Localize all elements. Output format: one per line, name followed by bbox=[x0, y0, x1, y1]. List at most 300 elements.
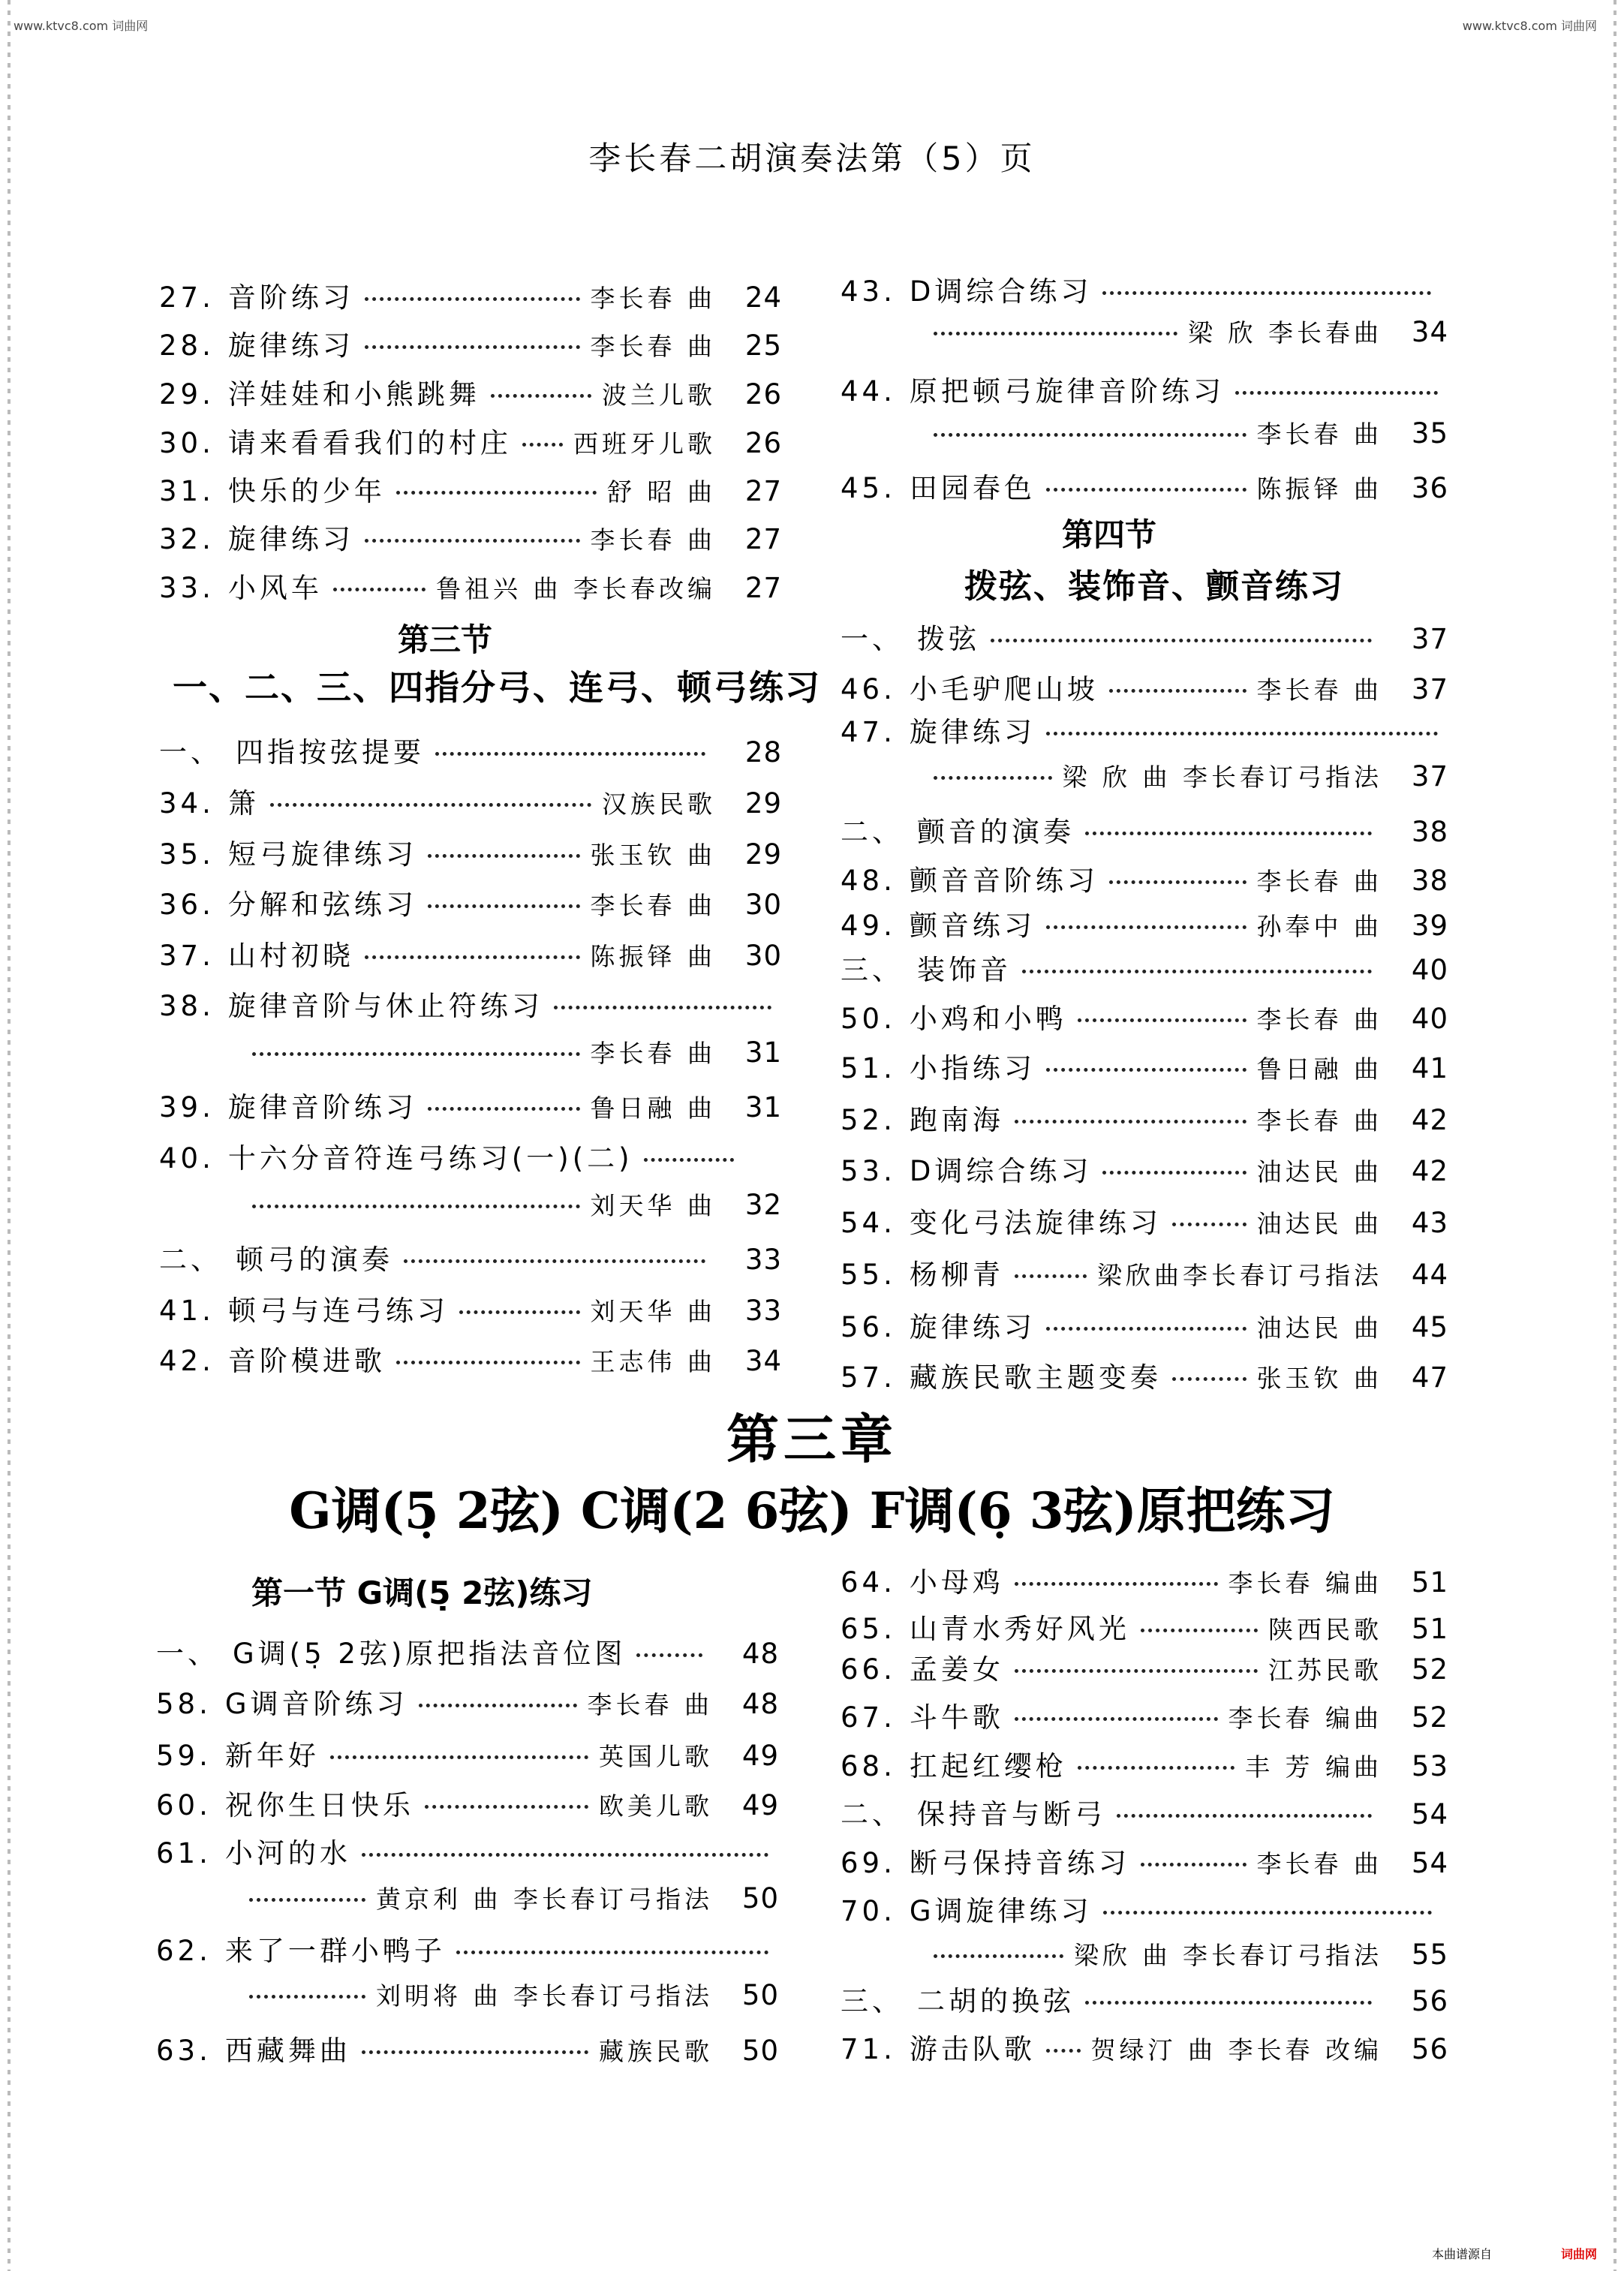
toc-entry bbox=[841, 269, 1448, 309]
entry-title: 田园春色 bbox=[909, 472, 1036, 504]
entry-page: 37 bbox=[1411, 760, 1448, 793]
toc-entry bbox=[159, 1034, 782, 1069]
entry-page: 27 bbox=[744, 475, 782, 507]
entry-number: 二、 bbox=[841, 816, 904, 848]
entry-number: 71. bbox=[841, 2033, 896, 2065]
dot-leader bbox=[1015, 1274, 1087, 1278]
entry-title: 装饰音 bbox=[917, 954, 1012, 986]
toc-entry bbox=[841, 1647, 1448, 1687]
entry-title: 旋律音阶练习 bbox=[227, 1091, 417, 1123]
entry-number: 40. bbox=[159, 1142, 215, 1175]
entry-title: 洋娃娃和小熊跳舞 bbox=[227, 378, 480, 411]
entry-number: 55. bbox=[841, 1259, 896, 1291]
entry-number: 32. bbox=[159, 523, 215, 555]
entry-page: 25 bbox=[744, 329, 782, 362]
entry-page: 42 bbox=[1411, 1104, 1448, 1136]
entry-title: 短弓旋律练习 bbox=[227, 838, 417, 871]
entry-title: 来了一群小鸭子 bbox=[224, 1935, 446, 1967]
dot-leader bbox=[1015, 1582, 1218, 1586]
entry-credit: 孙奉中 曲 bbox=[1256, 912, 1382, 941]
entry-credit: 李长春 曲 bbox=[590, 332, 716, 361]
entry-title: 杨柳青 bbox=[909, 1259, 1004, 1291]
entry-page: 40 bbox=[1411, 1003, 1448, 1035]
entry-title: 小风车 bbox=[227, 572, 323, 604]
footer-site-logo: 词曲网 bbox=[1561, 2247, 1598, 2261]
entry-title: 音阶练习 bbox=[227, 281, 354, 314]
entry-number: 一、 bbox=[841, 623, 904, 655]
toc-entry bbox=[159, 468, 782, 509]
entry-number: 52. bbox=[841, 1104, 896, 1136]
dot-leader bbox=[1015, 1669, 1258, 1673]
entry-number: 三、 bbox=[841, 1985, 904, 2017]
entry-number: 70. bbox=[841, 1895, 896, 1927]
toc-entry bbox=[841, 758, 1448, 793]
entry-number: 33. bbox=[159, 572, 215, 604]
entry-title: 断弓保持音练习 bbox=[909, 1847, 1130, 1879]
entry-title: 斗牛歌 bbox=[909, 1701, 1004, 1734]
entry-page: 50 bbox=[741, 2035, 779, 2067]
entry-number: 35. bbox=[159, 838, 215, 871]
entry-title: 西藏舞曲 bbox=[224, 2035, 351, 2067]
entry-title: 旋律练习 bbox=[227, 329, 354, 362]
entry-page: 31 bbox=[744, 1091, 782, 1123]
dot-leader bbox=[1046, 488, 1247, 492]
dot-leader bbox=[252, 1052, 580, 1056]
entry-page: 43 bbox=[1411, 1207, 1448, 1239]
entry-title: 顿弓与连弓练习 bbox=[227, 1295, 449, 1327]
toc-entry bbox=[841, 1936, 1448, 1972]
toc-entry bbox=[159, 832, 782, 872]
dot-leader bbox=[1015, 1120, 1247, 1123]
entry-number: 28. bbox=[159, 329, 215, 362]
dot-leader bbox=[249, 1995, 365, 1999]
entry-credit: 鲁日融 曲 bbox=[1256, 1054, 1382, 1084]
entry-page: 55 bbox=[1411, 1939, 1448, 1971]
entry-credit: 江苏民歌 bbox=[1268, 1656, 1382, 1685]
dot-leader bbox=[435, 752, 705, 756]
entry-page: 34 bbox=[1411, 316, 1448, 348]
dot-leader bbox=[636, 1653, 702, 1657]
entry-credit: 李长春 曲 bbox=[587, 1690, 713, 1719]
entry-title: 颤音音阶练习 bbox=[909, 865, 1099, 897]
dot-leader bbox=[1109, 880, 1247, 884]
section3-subtitle: 一、二、三、四指分弓、连弓、顿弓练习 bbox=[173, 667, 821, 708]
entry-credit: 李长春 曲 bbox=[1256, 1005, 1382, 1034]
section3-title: 第三节 bbox=[398, 621, 493, 658]
toc-entry bbox=[841, 903, 1448, 943]
entry-number: 51. bbox=[841, 1052, 896, 1084]
dot-leader bbox=[425, 1805, 588, 1809]
entry-title: 小河的水 bbox=[224, 1837, 351, 1869]
entry-credit: 舒 昭 曲 bbox=[607, 477, 716, 507]
toc-entry bbox=[841, 368, 1448, 409]
entry-number: 61. bbox=[156, 1837, 212, 1869]
entry-title: 旋律练习 bbox=[227, 523, 354, 555]
toc-entry bbox=[841, 1045, 1448, 1086]
entry-page: 26 bbox=[744, 427, 782, 459]
entry-title: G调(5̣ 2弦)原把指法音位图 bbox=[233, 1638, 627, 1670]
entry-title: 颤音的演奏 bbox=[917, 816, 1075, 848]
toc-entry bbox=[841, 1888, 1448, 1929]
entry-title: 扛起红缨枪 bbox=[909, 1750, 1067, 1782]
dot-leader bbox=[934, 776, 1052, 780]
toc-entry bbox=[841, 1252, 1448, 1292]
dot-leader bbox=[1109, 689, 1247, 693]
entry-credit: 张玉钦 曲 bbox=[590, 841, 716, 870]
chapter-subtitle: G调(5̣ 2弦) C调(2 6弦) F调(6̣ 3弦)原把练习 bbox=[289, 1481, 1335, 1540]
dot-leader bbox=[1102, 1171, 1246, 1175]
toc-entry bbox=[159, 565, 782, 606]
dot-leader bbox=[1172, 1377, 1247, 1381]
entry-credit: 李长春 编曲 bbox=[1228, 1704, 1382, 1733]
toc-entry bbox=[841, 947, 1448, 988]
toc-entry bbox=[159, 882, 782, 922]
entry-page: 52 bbox=[1411, 1653, 1448, 1686]
dot-leader bbox=[249, 1898, 365, 1902]
dot-leader bbox=[934, 433, 1247, 437]
toc-entry bbox=[841, 1743, 1448, 1784]
entry-title: 旋律练习 bbox=[909, 716, 1036, 748]
entry-page: 45 bbox=[1411, 1311, 1448, 1343]
entry-credit: 王志伟 曲 bbox=[590, 1347, 716, 1376]
entry-page: 27 bbox=[744, 572, 782, 604]
dot-leader bbox=[428, 1107, 580, 1111]
toc-entry bbox=[841, 1355, 1448, 1395]
dot-leader bbox=[1117, 1814, 1372, 1818]
entry-page: 51 bbox=[1411, 1613, 1448, 1645]
entry-title: 小毛驴爬山坡 bbox=[909, 673, 1099, 705]
toc-entry bbox=[841, 2026, 1448, 2067]
entry-page: 54 bbox=[1411, 1798, 1448, 1830]
toc-entry bbox=[841, 1606, 1448, 1647]
entry-page: 29 bbox=[744, 787, 782, 820]
entry-number: 49. bbox=[841, 910, 896, 942]
entry-page: 53 bbox=[1411, 1750, 1448, 1782]
entry-credit: 陈振铎 曲 bbox=[590, 942, 716, 971]
dot-leader bbox=[252, 1205, 580, 1208]
entry-page: 32 bbox=[744, 1189, 782, 1221]
entry-page: 27 bbox=[744, 523, 782, 555]
entry-title: 小鸡和小鸭 bbox=[909, 1003, 1067, 1035]
entry-title: 孟姜女 bbox=[909, 1653, 1004, 1686]
dot-leader bbox=[362, 1853, 768, 1857]
right-scan-edge bbox=[1613, 0, 1616, 2271]
entry-credit: 梁 欣 李长春曲 bbox=[1188, 318, 1382, 347]
dot-leader bbox=[330, 1755, 588, 1759]
entry-page: 33 bbox=[744, 1295, 782, 1327]
entry-number: 三、 bbox=[841, 954, 904, 986]
toc-entry bbox=[841, 996, 1448, 1036]
dot-leader bbox=[1046, 1068, 1247, 1072]
entry-page: 29 bbox=[744, 838, 782, 871]
dot-leader bbox=[934, 332, 1177, 335]
toc-entry bbox=[156, 1782, 779, 1823]
entry-credit: 贺绿汀 曲 李长春 改编 bbox=[1090, 2035, 1382, 2065]
entry-credit: 李长春 曲 bbox=[1256, 1106, 1382, 1136]
entry-page: 37 bbox=[1411, 623, 1448, 655]
toc-entry bbox=[159, 729, 782, 770]
toc-entry bbox=[841, 1560, 1448, 1600]
toc-entry bbox=[156, 1830, 779, 1871]
entry-title: G调音阶练习 bbox=[224, 1688, 408, 1720]
watermark-right: www.ktvc8.com 词曲网 bbox=[1462, 19, 1597, 33]
entry-page: 47 bbox=[1411, 1361, 1448, 1394]
entry-title: 小指练习 bbox=[909, 1052, 1036, 1084]
entry-number: 53. bbox=[841, 1155, 896, 1187]
entry-title: 变化弓法旋律练习 bbox=[909, 1207, 1162, 1239]
entry-page: 30 bbox=[744, 889, 782, 921]
dot-leader bbox=[644, 1158, 734, 1162]
entry-number: 41. bbox=[159, 1295, 215, 1327]
entry-number: 一、 bbox=[156, 1638, 219, 1670]
dot-leader bbox=[1085, 2001, 1372, 2005]
entry-number: 66. bbox=[841, 1653, 896, 1686]
entry-page: 48 bbox=[741, 1638, 779, 1670]
entry-credit: 刘天华 曲 bbox=[590, 1297, 716, 1326]
entry-page: 52 bbox=[1411, 1701, 1448, 1734]
dot-leader bbox=[1022, 970, 1372, 973]
entry-number: 31. bbox=[159, 475, 215, 507]
entry-number: 38. bbox=[159, 990, 215, 1022]
entry-credit: 梁 欣 曲 李长春订弓指法 bbox=[1062, 763, 1382, 792]
entry-number: 58. bbox=[156, 1688, 212, 1720]
footer-source-note: 本曲谱源自 bbox=[1432, 2247, 1493, 2261]
entry-page: 40 bbox=[1411, 954, 1448, 986]
entry-number: 50. bbox=[841, 1003, 896, 1035]
entry-title: 原把顿弓旋律音阶练习 bbox=[909, 375, 1225, 408]
entry-number: 64. bbox=[841, 1566, 896, 1599]
entry-credit: 李长春 曲 bbox=[1256, 675, 1382, 705]
entry-number: 62. bbox=[156, 1935, 212, 1967]
toc-entry bbox=[159, 371, 782, 412]
dot-leader bbox=[419, 1704, 577, 1707]
entry-number: 34. bbox=[159, 787, 215, 820]
entry-credit: 李长春 曲 bbox=[590, 1039, 716, 1068]
entry-page: 33 bbox=[744, 1244, 782, 1276]
section1-title: 第一节 G调(5̣ 2弦)练习 bbox=[251, 1575, 593, 1611]
entry-credit: 梁欣 曲 李长春订弓指法 bbox=[1074, 1941, 1382, 1970]
dot-leader bbox=[1015, 1717, 1218, 1721]
entry-page: 42 bbox=[1411, 1155, 1448, 1187]
dot-leader bbox=[1078, 1766, 1235, 1770]
entry-title: 山青水秀好风光 bbox=[909, 1613, 1130, 1645]
toc-entry bbox=[159, 983, 782, 1024]
toc-entry bbox=[841, 858, 1448, 898]
entry-credit: 鲁日融 曲 bbox=[590, 1093, 716, 1123]
toc-entry bbox=[841, 1695, 1448, 1735]
dot-leader bbox=[404, 1259, 705, 1263]
toc-entry bbox=[156, 1928, 779, 1969]
entry-credit: 油达民 曲 bbox=[1256, 1313, 1382, 1343]
entry-title: 颤音练习 bbox=[909, 910, 1036, 942]
toc-entry bbox=[841, 1304, 1448, 1345]
toc-entry bbox=[159, 275, 782, 315]
toc-entry bbox=[159, 1288, 782, 1328]
dot-leader bbox=[362, 2050, 588, 2054]
toc-entry bbox=[156, 1733, 779, 1773]
entry-number: 60. bbox=[156, 1789, 212, 1821]
dot-leader bbox=[554, 1006, 771, 1009]
entry-title: 拨弦 bbox=[917, 623, 980, 655]
entry-page: 56 bbox=[1411, 2033, 1448, 2065]
entry-page: 37 bbox=[1411, 673, 1448, 705]
dot-leader bbox=[365, 539, 580, 543]
dot-leader bbox=[365, 955, 580, 959]
entry-title: 旋律音阶与休止符练习 bbox=[227, 990, 543, 1022]
page-header: 李长春二胡演奏法第（5）页 bbox=[588, 140, 1036, 178]
entry-number: 29. bbox=[159, 378, 215, 411]
dot-leader bbox=[333, 588, 426, 591]
entry-page: 34 bbox=[744, 1345, 782, 1377]
entry-number: 36. bbox=[159, 889, 215, 921]
toc-entry bbox=[159, 1136, 782, 1176]
entry-page: 49 bbox=[741, 1740, 779, 1772]
entry-number: 46. bbox=[841, 673, 896, 705]
section4-title: 第四节 bbox=[1062, 516, 1157, 553]
entry-title: 顿弓的演奏 bbox=[236, 1244, 393, 1276]
dot-leader bbox=[456, 1951, 768, 1954]
dot-leader bbox=[1102, 291, 1431, 295]
dot-leader bbox=[1078, 1018, 1247, 1022]
toc-entry bbox=[156, 1681, 779, 1722]
entry-title: 山村初晓 bbox=[227, 940, 354, 972]
toc-entry bbox=[159, 1237, 782, 1277]
entry-title: D调综合练习 bbox=[909, 1155, 1093, 1187]
entry-number: 63. bbox=[156, 2035, 212, 2067]
entry-title: 音阶模进歌 bbox=[227, 1345, 386, 1377]
entry-page: 24 bbox=[744, 281, 782, 314]
entry-page: 28 bbox=[744, 736, 782, 769]
toc-entry bbox=[841, 1978, 1448, 2019]
entry-page: 35 bbox=[1411, 417, 1448, 450]
entry-credit: 波兰儿歌 bbox=[602, 381, 716, 410]
chapter-title: 第三章 bbox=[726, 1409, 898, 1470]
entry-number: 39. bbox=[159, 1091, 215, 1123]
entry-credit: 陈振铎 曲 bbox=[1256, 474, 1382, 504]
entry-page: 44 bbox=[1411, 1259, 1448, 1291]
entry-number: 42. bbox=[159, 1345, 215, 1377]
entry-number: 45. bbox=[841, 472, 896, 504]
entry-credit: 汉族民歌 bbox=[602, 790, 716, 819]
dot-leader bbox=[1235, 391, 1438, 395]
entry-page: 31 bbox=[744, 1036, 782, 1069]
dot-leader bbox=[1046, 732, 1438, 735]
dot-leader bbox=[991, 639, 1372, 642]
entry-number: 43. bbox=[841, 275, 896, 308]
toc-entry bbox=[156, 1977, 779, 2012]
toc-entry bbox=[159, 781, 782, 821]
dot-leader bbox=[428, 904, 580, 908]
toc-entry bbox=[841, 1097, 1448, 1138]
entry-page: 38 bbox=[1411, 865, 1448, 897]
entry-number: 44. bbox=[841, 375, 896, 408]
entry-credit: 李长春 曲 bbox=[1256, 1849, 1382, 1878]
entry-title: 藏族民歌主题变奏 bbox=[909, 1361, 1162, 1394]
entry-title: 祝你生日快乐 bbox=[224, 1789, 414, 1821]
section4-subtitle: 拨弦、装饰音、颤音练习 bbox=[964, 567, 1344, 606]
entry-title: 请来看看我们的村庄 bbox=[227, 427, 512, 459]
entry-page: 56 bbox=[1411, 1985, 1448, 2017]
dot-leader bbox=[934, 1954, 1063, 1958]
entry-title: G调旋律练习 bbox=[909, 1895, 1093, 1927]
dot-leader bbox=[270, 803, 591, 807]
entry-page: 41 bbox=[1411, 1052, 1448, 1084]
entry-credit: 欧美儿歌 bbox=[599, 1791, 713, 1821]
entry-credit: 李长春 曲 bbox=[590, 525, 716, 555]
entry-number: 一、 bbox=[159, 736, 222, 769]
entry-credit: 李长春 曲 bbox=[1256, 867, 1382, 896]
entry-title: 快乐的少年 bbox=[227, 475, 386, 507]
toc-entry bbox=[841, 709, 1448, 750]
toc-entry bbox=[841, 666, 1448, 707]
toc-entry bbox=[159, 1338, 782, 1379]
entry-number: 47. bbox=[841, 716, 896, 748]
entry-number: 56. bbox=[841, 1311, 896, 1343]
toc-entry bbox=[841, 1840, 1448, 1881]
entry-title: 箫 bbox=[227, 787, 260, 820]
dot-leader bbox=[1085, 832, 1372, 835]
toc-entry bbox=[841, 1148, 1448, 1189]
entry-page: 54 bbox=[1411, 1847, 1448, 1879]
entry-credit: 李长春 曲 bbox=[590, 284, 716, 313]
entry-credit: 丰 芳 编曲 bbox=[1245, 1752, 1382, 1782]
entry-page: 50 bbox=[741, 1882, 779, 1915]
toc-entry bbox=[841, 1200, 1448, 1241]
toc-entry bbox=[159, 420, 782, 461]
toc-entry bbox=[156, 2028, 779, 2068]
dot-leader bbox=[1046, 1327, 1247, 1331]
dot-leader bbox=[428, 854, 580, 858]
entry-number: 37. bbox=[159, 940, 215, 972]
toc-entry bbox=[841, 616, 1448, 657]
entry-credit: 刘明将 曲 李长春订弓指法 bbox=[376, 1981, 713, 2011]
entry-credit: 藏族民歌 bbox=[599, 2037, 713, 2066]
entry-number: 68. bbox=[841, 1750, 896, 1782]
dot-leader bbox=[1046, 925, 1247, 929]
entry-credit: 英国儿歌 bbox=[599, 1742, 713, 1771]
entry-number: 57. bbox=[841, 1361, 896, 1394]
toc-entry bbox=[156, 1631, 779, 1671]
entry-credit: 张玉钦 曲 bbox=[1256, 1364, 1382, 1393]
dot-leader bbox=[396, 1361, 580, 1364]
entry-page: 26 bbox=[744, 378, 782, 411]
entry-title: 跑南海 bbox=[909, 1104, 1004, 1136]
toc-entry bbox=[841, 1791, 1448, 1832]
dot-leader bbox=[1141, 1863, 1247, 1866]
entry-number: 65. bbox=[841, 1613, 896, 1645]
entry-title: 新年好 bbox=[224, 1740, 320, 1772]
entry-credit: 李长春 曲 bbox=[590, 891, 716, 920]
toc-entry bbox=[841, 415, 1448, 450]
entry-number: 54. bbox=[841, 1207, 896, 1239]
entry-title: 保持音与断弓 bbox=[917, 1798, 1106, 1830]
toc-entry bbox=[159, 933, 782, 973]
entry-title: D调综合练习 bbox=[909, 275, 1093, 308]
entry-title: 十六分音符连弓练习(一)(二) bbox=[227, 1142, 633, 1175]
entry-number: 48. bbox=[841, 865, 896, 897]
toc-entry bbox=[159, 1187, 782, 1222]
entry-title: 游击队歌 bbox=[909, 2033, 1036, 2065]
dot-leader bbox=[1103, 1911, 1432, 1915]
entry-number: 二、 bbox=[159, 1244, 222, 1276]
toc-entry bbox=[841, 314, 1448, 349]
entry-credit: 油达民 曲 bbox=[1256, 1209, 1382, 1238]
entry-credit: 李长春 曲 bbox=[1256, 420, 1382, 449]
entry-title: 旋律练习 bbox=[909, 1311, 1036, 1343]
entry-credit: 刘天华 曲 bbox=[590, 1191, 716, 1220]
toc-entry bbox=[841, 809, 1448, 850]
dot-leader bbox=[1046, 2049, 1081, 2053]
